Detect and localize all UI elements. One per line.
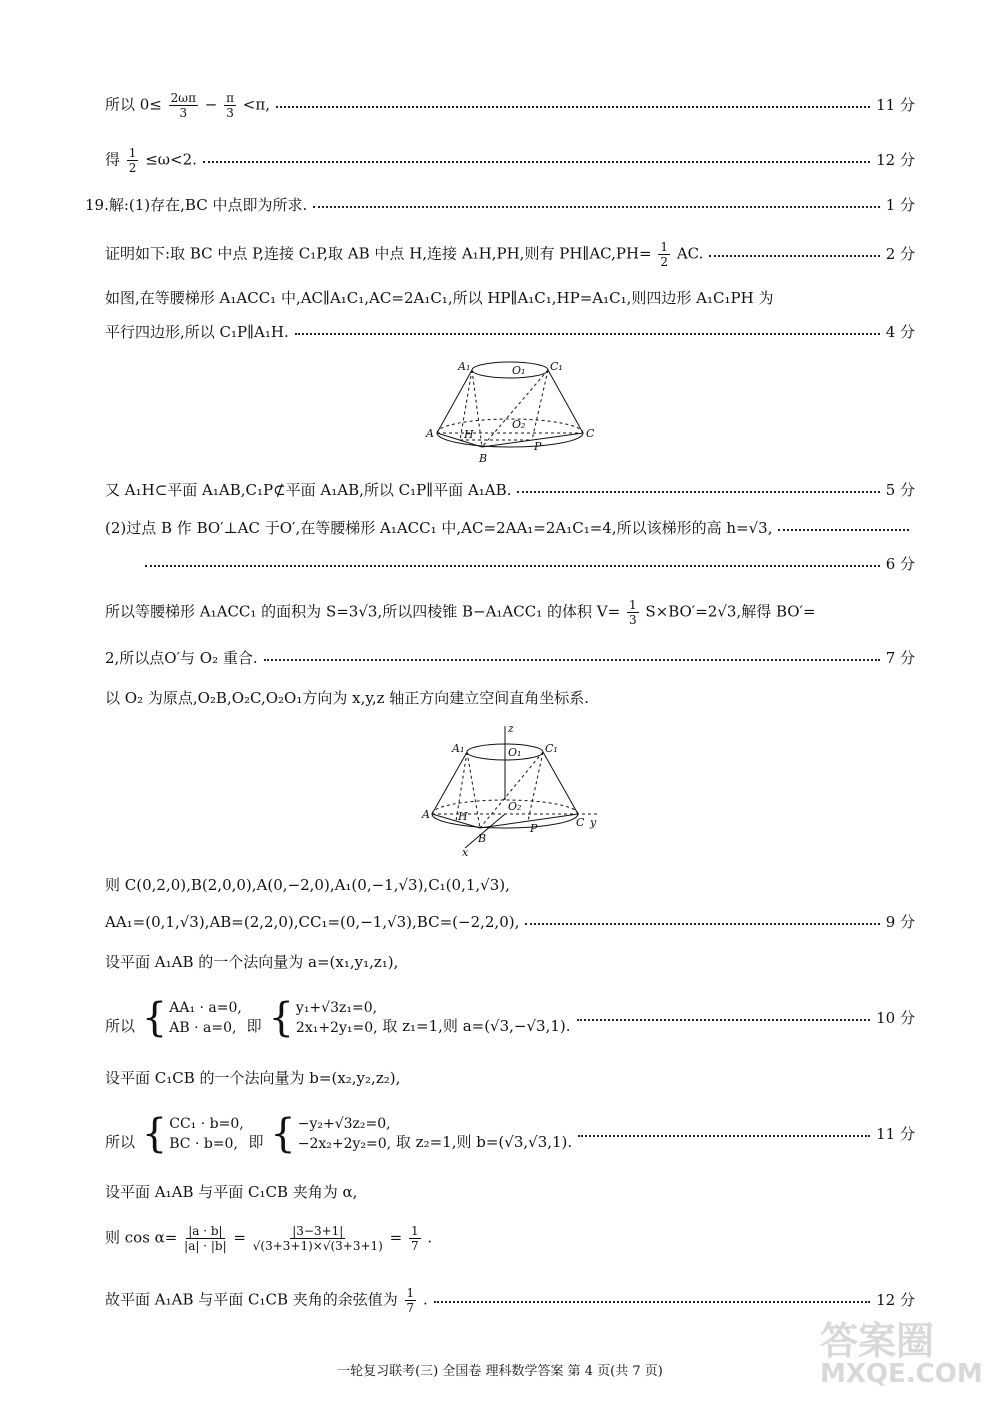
line-text: 以 O₂ 为原点,O₂B,O₂C,O₂O₁方向为 x,y,z 轴正方向建立空间直角坐标系.: [105, 689, 590, 707]
label-x: x: [462, 846, 469, 859]
label-a1: A₁: [458, 360, 471, 373]
label-p: P: [534, 440, 542, 453]
segment-c1p: [532, 370, 548, 440]
fraction: $\frac{1}{7}$: [406, 1285, 415, 1315]
label-o1: O₁: [508, 746, 522, 759]
label-o2: O₂: [512, 418, 526, 431]
fraction: $\frac{1}{3}$: [628, 597, 637, 627]
score-label: 5 分: [885, 481, 915, 499]
line-text: 证明如下:取 BC 中点 P,连接 C₁P,取 AB 中点 H,连接 A₁H,PH,则有 PH∥AC,PH= $\frac{1}{2}$ AC.: [105, 239, 704, 269]
line-text: 如图,在等腰梯形 A₁ACC₁ 中,AC∥A₁C₁,AC=2A₁C₁,所以 HP∥A₁C₁,HP=A₁C₁,则四边形 A₁C₁PH 为: [105, 289, 774, 307]
equation-system: { CC₁ · b=0, BC · b=0,: [141, 1111, 244, 1157]
bottom-ellipse-back: [432, 800, 578, 814]
score-label: 1 分: [885, 196, 915, 214]
proof-line: [105, 875, 915, 895]
score-label: 9 分: [885, 913, 915, 931]
proof-line: [105, 322, 915, 342]
label-c: C: [586, 427, 595, 440]
proof-line-cosine: [105, 1218, 915, 1258]
label-h: H: [458, 810, 468, 823]
edge-bc: [480, 814, 578, 828]
label-a: A: [422, 808, 430, 821]
proof-line: [105, 480, 915, 500]
proof-line: [105, 688, 915, 708]
score-label: 12 分: [876, 151, 915, 169]
edge-right: [548, 370, 583, 433]
edge-c1b: [482, 370, 548, 447]
dot-leader: [264, 651, 880, 661]
brace: {: [270, 1111, 296, 1157]
proof-line: [105, 288, 915, 308]
proof-line: [105, 912, 915, 932]
dot-leader: [313, 198, 879, 208]
label-o1: O₁: [512, 364, 526, 377]
line-text: 平行四边形,所以 C₁P∥A₁H.: [105, 323, 289, 341]
line-text: AA₁=(0,1,√3),AB=(2,2,0),CC₁=(0,−1,√3),BC=(−2,2,0),: [105, 913, 520, 931]
label-a1: A₁: [452, 742, 465, 755]
equation-system: { AA₁ · a=0, AB · a=0,: [141, 995, 242, 1041]
proof-line-system: [105, 992, 915, 1044]
score-label: 12 分: [876, 1291, 915, 1309]
score-label: 6 分: [885, 555, 915, 573]
edge-c1b: [480, 752, 543, 828]
line-text: 则 C(0,2,0),B(2,0,0),A(0,−2,0),A₁(0,−1,√3),C₁(0,1,√3),: [105, 876, 510, 894]
page-footer: 一轮复习联考(三) 全国卷 理科数学答案 第 4 页(共 7 页): [337, 1364, 663, 1379]
fraction: $\frac{\pi}{3}$: [226, 90, 235, 120]
label-c: C: [576, 816, 585, 829]
line-text: 19.解:(1)存在,BC 中点即为所求.: [85, 196, 308, 214]
fraction: $\frac{1}{2}$: [660, 239, 669, 269]
dot-leader: [709, 247, 879, 257]
fraction: $\frac{|a \cdot b|}{|a| \cdot |b|}$: [184, 1223, 227, 1253]
problem-19-heading: [85, 195, 915, 215]
dot-leader: [203, 153, 870, 163]
line-text: 设平面 A₁AB 的一个法向量为 a=(x₁,y₁,z₁),: [105, 953, 399, 971]
score-label: 10 分: [876, 1009, 915, 1027]
frustum-figure-1: [420, 358, 600, 468]
proof-line: [105, 648, 915, 668]
line-text: 所以 { AA₁ · a=0, AB · a=0, 即 { y₁+√3z₁=0, 2x₁+2y₁=0, 取 z₁=1,则 a=(√3,−√3,1).: [105, 995, 571, 1041]
score-label: 2 分: [885, 245, 915, 263]
score-label: 11 分: [876, 1125, 915, 1143]
line-11: [105, 90, 915, 120]
label-o2: O₂: [508, 800, 522, 813]
label-c1: C₁: [550, 360, 563, 373]
score-label: 11 分: [876, 96, 915, 114]
edge-a1b: [467, 752, 480, 828]
watermark-logo-text: 答案圈: [820, 1319, 935, 1363]
line-text: (2)过点 B 作 BO′⊥AC 于O′,在等腰梯形 A₁ACC₁ 中,AC=2AA₁=2A₁C₁=4,所以该梯形的高 h=√3,: [105, 519, 773, 537]
fraction: $\frac{1}{2}$: [128, 145, 137, 175]
line-text: 得 $\frac{1}{2}$ ≤ω<2.: [105, 145, 197, 175]
line-text: 所以 { CC₁ · b=0, BC · b=0, 即 { −y₂+√3z₂=0, −2x₂+2y₂=0, 取 z₂=1,则 b=(√3,√3,1).: [105, 1111, 573, 1157]
dot-leader: [434, 1293, 870, 1303]
brace: {: [141, 1111, 168, 1157]
frustum-figure-2: [420, 720, 610, 860]
line-text: 所以等腰梯形 A₁ACC₁ 的面积为 S=3√3,所以四棱锥 B−A₁ACC₁ 的体积 V= $\frac{1}{3}$ S×BO′=2√3,解得 BO′=: [105, 597, 816, 627]
equation-system: { y₁+√3z₁=0, 2x₁+2y₁=0,: [268, 995, 378, 1041]
proof-line: [105, 1182, 915, 1202]
proof-line: [105, 554, 915, 574]
fraction: $\frac{1}{7}$: [411, 1223, 419, 1253]
label-b: B: [479, 452, 488, 465]
line-text: 故平面 A₁AB 与平面 C₁CB 夹角的余弦值为 $\frac{1}{7}$ .: [105, 1285, 428, 1315]
label-y: y: [590, 816, 597, 829]
dot-leader: [577, 1011, 871, 1021]
brace: {: [141, 995, 168, 1041]
dot-leader: [145, 557, 880, 567]
watermark: [820, 1310, 1000, 1400]
edge-ab: [437, 433, 482, 447]
score-label: 4 分: [885, 323, 915, 341]
line-text: 所以 0≤ $\frac{2\omega\pi}{3}$ − $\frac{\pi}{3}$ <π,: [105, 90, 270, 120]
proof-line: [105, 952, 915, 972]
dot-leader: [778, 521, 909, 531]
score-label: 7 分: [885, 649, 915, 667]
line-text: 则 cos α= $\frac{|a \cdot b|}{|a| \cdot |b|}$ = $\frac{|3-3+1|}{√(3+3+1)\times√(3+3+1)}$ = $\frac{1}{7}$ .: [105, 1223, 433, 1253]
line-text: 设平面 C₁CB 的一个法向量为 b=(x₂,y₂,z₂),: [105, 1069, 401, 1087]
label-z: z: [508, 722, 514, 735]
line-text: 又 A₁H⊂平面 A₁AB,C₁P⊄平面 A₁AB,所以 C₁P∥平面 A₁AB.: [105, 481, 512, 499]
dot-leader: [578, 1127, 870, 1137]
bottom-ellipse-front: [432, 814, 578, 828]
line-text: 2,所以点O′与 O₂ 重合.: [105, 649, 258, 667]
dot-leader: [525, 915, 879, 925]
proof-line: [105, 518, 915, 538]
proof-line: [105, 1068, 915, 1088]
label-p: P: [530, 822, 538, 835]
brace: {: [268, 995, 294, 1041]
proof-line: [105, 592, 915, 632]
label-a: A: [426, 427, 434, 440]
bottom-ellipse-back: [437, 419, 583, 433]
edge-ab: [432, 814, 480, 828]
dot-leader: [295, 325, 880, 335]
line-text: 设平面 A₁AB 与平面 C₁CB 夹角为 α,: [105, 1183, 358, 1201]
label-c1: C₁: [545, 742, 558, 755]
proof-line-system: [105, 1108, 915, 1160]
fraction: $\frac{2\omega\pi}{3}$: [170, 90, 196, 120]
line-12: [105, 145, 915, 175]
watermark-url: MXQE.COM: [820, 1359, 983, 1389]
equation-system: { −y₂+√3z₂=0, −2x₂+2y₂=0,: [270, 1111, 392, 1157]
label-h: H: [464, 428, 474, 441]
dot-leader: [276, 98, 870, 108]
proof-line: [105, 237, 915, 271]
segment-c1p: [528, 752, 543, 821]
fraction: $\frac{|3-3+1|}{√(3+3+1)\times√(3+3+1)}$: [252, 1223, 383, 1253]
label-b: B: [478, 832, 487, 845]
edge-right: [543, 752, 578, 814]
dot-leader: [517, 483, 879, 493]
top-ellipse: [472, 362, 548, 378]
proof-line: [105, 1282, 915, 1318]
